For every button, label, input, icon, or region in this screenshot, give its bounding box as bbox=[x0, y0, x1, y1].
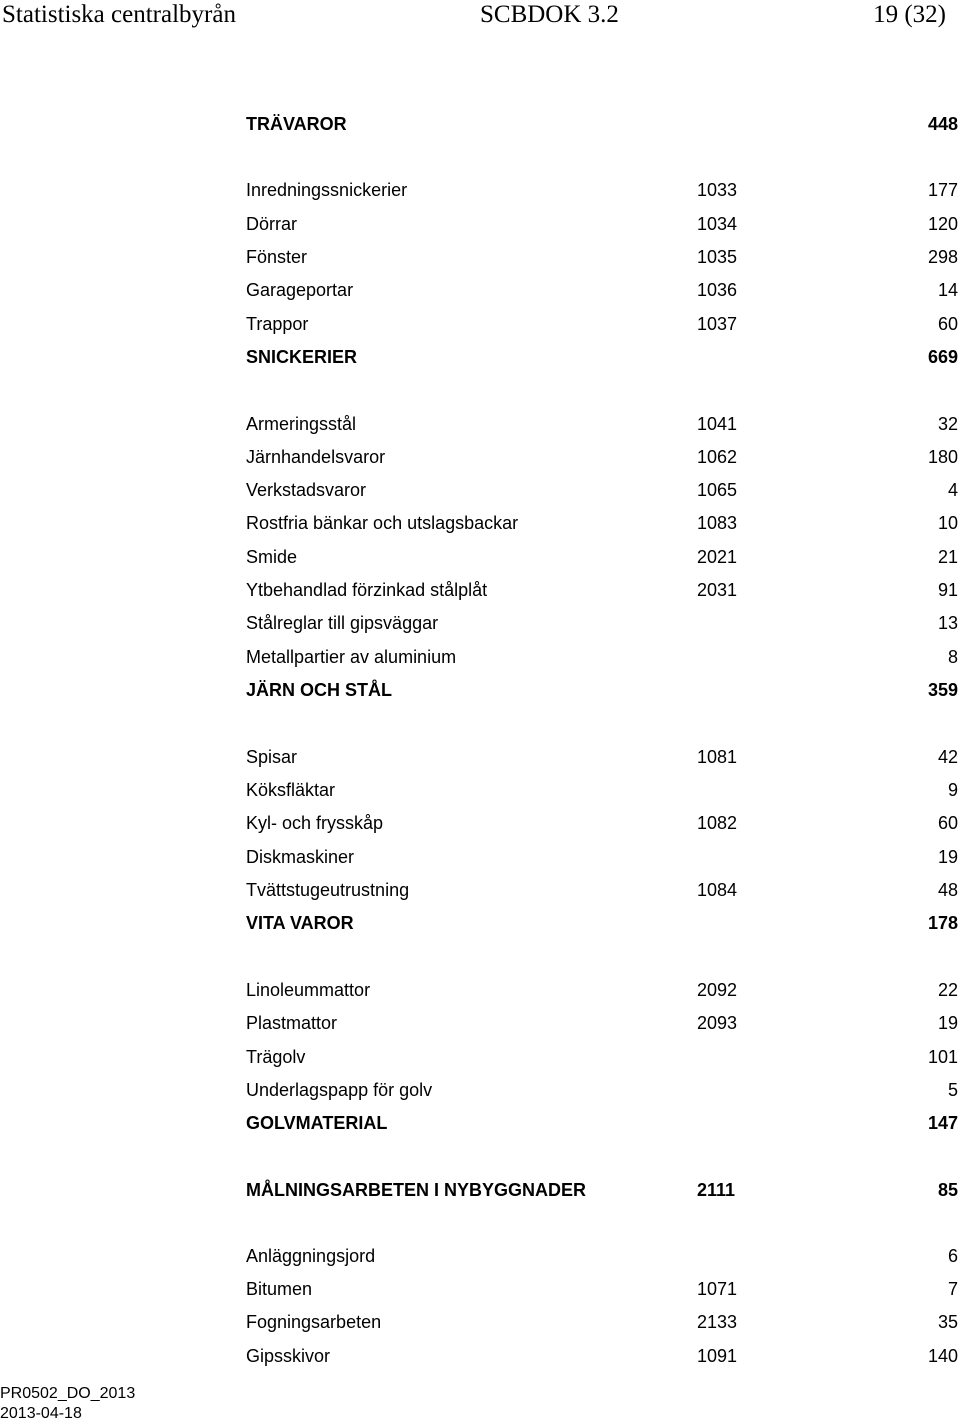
table-row bbox=[0, 1078, 960, 1102]
organization-name: Statistiska centralbyrån bbox=[2, 1, 236, 28]
table-row bbox=[0, 178, 960, 202]
row-label: Smide bbox=[246, 547, 298, 567]
row-value: 177 bbox=[927, 180, 958, 200]
row-value: 8 bbox=[947, 647, 958, 667]
row-label: Armeringsstål bbox=[246, 414, 357, 434]
table-row bbox=[0, 845, 960, 869]
row-label: GOLVMATERIAL bbox=[246, 1113, 388, 1133]
row-value: 19 bbox=[937, 847, 958, 867]
table-total-row bbox=[0, 1178, 960, 1202]
row-code: 1071 bbox=[697, 1279, 738, 1299]
row-label: Dörrar bbox=[246, 214, 298, 234]
row-code: 2133 bbox=[697, 1312, 738, 1332]
row-value: 140 bbox=[927, 1346, 958, 1366]
table-row bbox=[0, 445, 960, 469]
row-value: 19 bbox=[937, 1013, 958, 1033]
table-row bbox=[0, 1244, 960, 1268]
footer-date: 2013-04-18 bbox=[0, 1405, 82, 1422]
page-number: 19 (32) bbox=[873, 1, 946, 28]
row-value: 13 bbox=[937, 613, 958, 633]
row-value: 42 bbox=[937, 747, 958, 767]
row-code: 2093 bbox=[697, 1013, 738, 1033]
table-row bbox=[0, 578, 960, 602]
row-code: 2031 bbox=[697, 580, 738, 600]
row-value: 448 bbox=[927, 114, 958, 134]
row-value: 91 bbox=[937, 580, 958, 600]
row-code: 2092 bbox=[697, 980, 738, 1000]
row-value: 4 bbox=[947, 480, 958, 500]
table-row bbox=[0, 645, 960, 669]
row-value: 359 bbox=[927, 680, 958, 700]
table-row bbox=[0, 745, 960, 769]
row-label: Inredningssnickerier bbox=[246, 180, 408, 200]
row-label: Fogningsarbeten bbox=[246, 1312, 382, 1332]
table-row bbox=[0, 878, 960, 902]
footer-doc-id: PR0502_DO_2013 bbox=[0, 1385, 136, 1402]
row-label: Gipsskivor bbox=[246, 1346, 331, 1366]
row-label: Diskmaskiner bbox=[246, 847, 355, 867]
row-value: 60 bbox=[937, 813, 958, 833]
row-label: Tvättstugeutrustning bbox=[246, 880, 410, 900]
row-code: 1041 bbox=[697, 414, 738, 434]
row-code: 1035 bbox=[697, 247, 738, 267]
row-value: 9 bbox=[947, 780, 958, 800]
row-code: 2021 bbox=[697, 547, 738, 567]
table-row bbox=[0, 811, 960, 835]
row-label: Anläggningsjord bbox=[246, 1246, 376, 1266]
row-label: Trappor bbox=[246, 314, 309, 334]
row-label: Köksfläktar bbox=[246, 780, 336, 800]
row-value: 7 bbox=[947, 1279, 958, 1299]
table-row bbox=[0, 478, 960, 502]
row-code: 1033 bbox=[697, 180, 738, 200]
table-total-row bbox=[0, 1111, 960, 1135]
table-total-row bbox=[0, 112, 960, 136]
row-value: 48 bbox=[937, 880, 958, 900]
row-label: Trägolv bbox=[246, 1047, 306, 1067]
row-label: Rostfria bänkar och utslagsbackar bbox=[246, 513, 519, 533]
table-row bbox=[0, 1045, 960, 1069]
row-code: 1037 bbox=[697, 314, 738, 334]
row-code: 1081 bbox=[697, 747, 738, 767]
row-label: JÄRN OCH STÅL bbox=[246, 680, 393, 700]
row-code: 1062 bbox=[697, 447, 738, 467]
table-row bbox=[0, 1310, 960, 1334]
document-id: SCBDOK 3.2 bbox=[480, 1, 619, 28]
row-label: MÅLNINGSARBETEN I NYBYGGNADER bbox=[246, 1180, 587, 1200]
row-label: Stålreglar till gipsväggar bbox=[246, 613, 439, 633]
row-label: VITA VAROR bbox=[246, 913, 354, 933]
table-row bbox=[0, 511, 960, 535]
table-total-row bbox=[0, 678, 960, 702]
table-row bbox=[0, 245, 960, 269]
row-value: 669 bbox=[927, 347, 958, 367]
row-value: 14 bbox=[937, 280, 958, 300]
row-label: Spisar bbox=[246, 747, 298, 767]
row-code: 1036 bbox=[697, 280, 738, 300]
row-label: Verkstadsvaror bbox=[246, 480, 367, 500]
row-value: 21 bbox=[937, 547, 958, 567]
row-code: 1084 bbox=[697, 880, 738, 900]
row-value: 180 bbox=[927, 447, 958, 467]
page-header bbox=[0, 0, 960, 30]
table-row bbox=[0, 278, 960, 302]
row-label: TRÄVAROR bbox=[246, 114, 347, 134]
row-value: 101 bbox=[927, 1047, 958, 1067]
row-label: SNICKERIER bbox=[246, 347, 358, 367]
table-row bbox=[0, 412, 960, 436]
table-row bbox=[0, 978, 960, 1002]
table-row bbox=[0, 778, 960, 802]
table-total-row bbox=[0, 911, 960, 935]
page-footer bbox=[0, 1384, 300, 1424]
table-row bbox=[0, 1011, 960, 1035]
row-value: 6 bbox=[947, 1246, 958, 1266]
row-code: 2111 bbox=[697, 1180, 736, 1200]
table-row bbox=[0, 611, 960, 635]
table-row bbox=[0, 545, 960, 569]
row-value: 298 bbox=[927, 247, 958, 267]
table-row bbox=[0, 212, 960, 236]
row-value: 147 bbox=[927, 1113, 958, 1133]
row-label: Fönster bbox=[246, 247, 308, 267]
table-row bbox=[0, 1344, 960, 1368]
row-code: 1083 bbox=[697, 513, 738, 533]
row-code: 1034 bbox=[697, 214, 738, 234]
row-label: Metallpartier av aluminium bbox=[246, 647, 457, 667]
row-value: 60 bbox=[937, 314, 958, 334]
row-code: 1091 bbox=[697, 1346, 738, 1366]
row-value: 32 bbox=[937, 414, 958, 434]
row-value: 22 bbox=[937, 980, 958, 1000]
row-label: Plastmattor bbox=[246, 1013, 338, 1033]
row-label: Underlagspapp för golv bbox=[246, 1080, 433, 1100]
row-label: Järnhandelsvaror bbox=[246, 447, 386, 467]
row-label: Kyl- och frysskåp bbox=[246, 813, 384, 833]
row-value: 35 bbox=[937, 1312, 958, 1332]
row-code: 1065 bbox=[697, 480, 738, 500]
row-value: 120 bbox=[927, 214, 958, 234]
row-label: Bitumen bbox=[246, 1279, 313, 1299]
row-value: 10 bbox=[937, 513, 958, 533]
row-label: Ytbehandlad förzinkad stålplåt bbox=[246, 580, 488, 600]
table-row bbox=[0, 1277, 960, 1301]
row-label: Garageportar bbox=[246, 280, 354, 300]
row-value: 178 bbox=[927, 913, 958, 933]
row-value: 85 bbox=[937, 1180, 958, 1200]
table-row bbox=[0, 312, 960, 336]
table-total-row bbox=[0, 345, 960, 369]
row-value: 5 bbox=[947, 1080, 958, 1100]
row-code: 1082 bbox=[697, 813, 738, 833]
row-label: Linoleummattor bbox=[246, 980, 371, 1000]
